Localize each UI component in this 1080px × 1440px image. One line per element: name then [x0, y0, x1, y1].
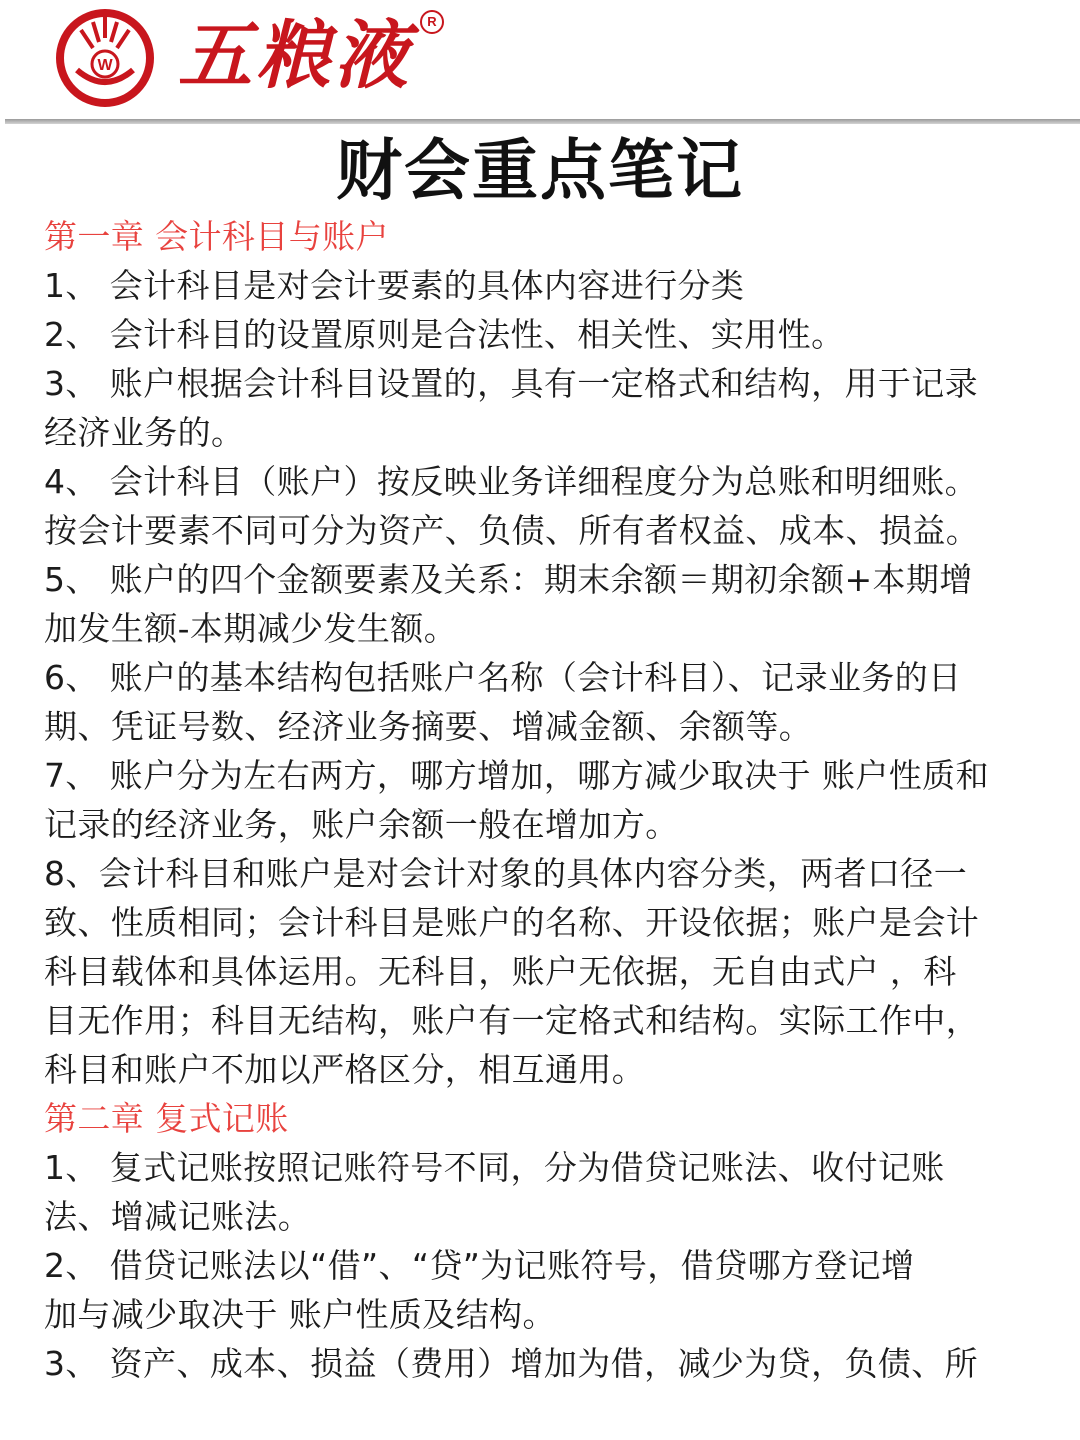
note-line: 科目载体和具体运用。无科目，账户无依据，无自由式户 ，科 [44, 952, 957, 991]
page-title: 财会重点笔记 [336, 131, 744, 209]
note-line: 8、会计科目和账户是对会计对象的具体内容分类，两者口径一 [44, 854, 968, 893]
note-line: 1、 复式记账按照记账符号不同，分为借贷记账法、收付记账 [44, 1148, 945, 1187]
chapter-heading: 第二章 复式记账 [44, 1099, 289, 1138]
note-line: 按会计要素不同可分为资产、负债、所有者权益、成本、损益。 [44, 511, 980, 550]
wuliangye-logo-icon [55, 8, 155, 108]
note-line: 法、增减记账法。 [44, 1197, 312, 1236]
note-line: 1、 会计科目是对会计要素的具体内容进行分类 [44, 266, 745, 305]
logo-mark-letter: W [97, 57, 113, 74]
notes-content [44, 212, 1044, 1388]
note-line: 4、 会计科目（账户）按反映业务详细程度分为总账和明细账。 [44, 462, 979, 501]
note-line: 期、凭证号数、经济业务摘要、增减金额、余额等。 [44, 707, 813, 746]
note-line: 6、 账户的基本结构包括账户名称（会计科目）、记录业务的日 [44, 658, 962, 697]
brand-logo-text: 五粮液 [178, 13, 412, 99]
note-line: 目无作用；科目无结构，账户有一定格式和结构。实际工作中， [44, 1001, 980, 1040]
note-line: 5、 账户的四个金额要素及关系：期末余额＝期初余额+本期增 [44, 560, 973, 599]
note-line: 3、 账户根据会计科目设置的，具有一定格式和结构，用于记录 [44, 364, 979, 403]
note-line: 3、 资产、成本、损益（费用）增加为借，减少为贷，负债、所 [44, 1344, 979, 1383]
note-line: 2、 会计科目的设置原则是合法性、相关性、实用性。 [44, 315, 845, 354]
note-line: 2、 借贷记账法以“借”、“贷”为记账符号，借贷哪方登记增 [44, 1246, 915, 1285]
note-line: 7、 账户分为左右两方，哪方增加，哪方减少取决于 账户性质和 [44, 756, 989, 795]
registered-mark-icon: R [420, 10, 444, 34]
note-line: 记录的经济业务，账户余额一般在增加方。 [44, 805, 679, 844]
note-line: 加发生额-本期减少发生额。 [44, 609, 458, 648]
note-line: 经济业务的。 [44, 413, 245, 452]
chapter-heading: 第一章 会计科目与账户 [44, 217, 389, 256]
brand-header [0, 0, 1080, 118]
note-line: 科目和账户不加以严格区分，相互通用。 [44, 1050, 646, 1089]
header-divider [5, 119, 1080, 124]
note-line: 致、性质相同；会计科目是账户的名称、开设依据；账户是会计 [44, 903, 980, 942]
note-line: 加与减少取决于 账户性质及结构。 [44, 1295, 556, 1334]
